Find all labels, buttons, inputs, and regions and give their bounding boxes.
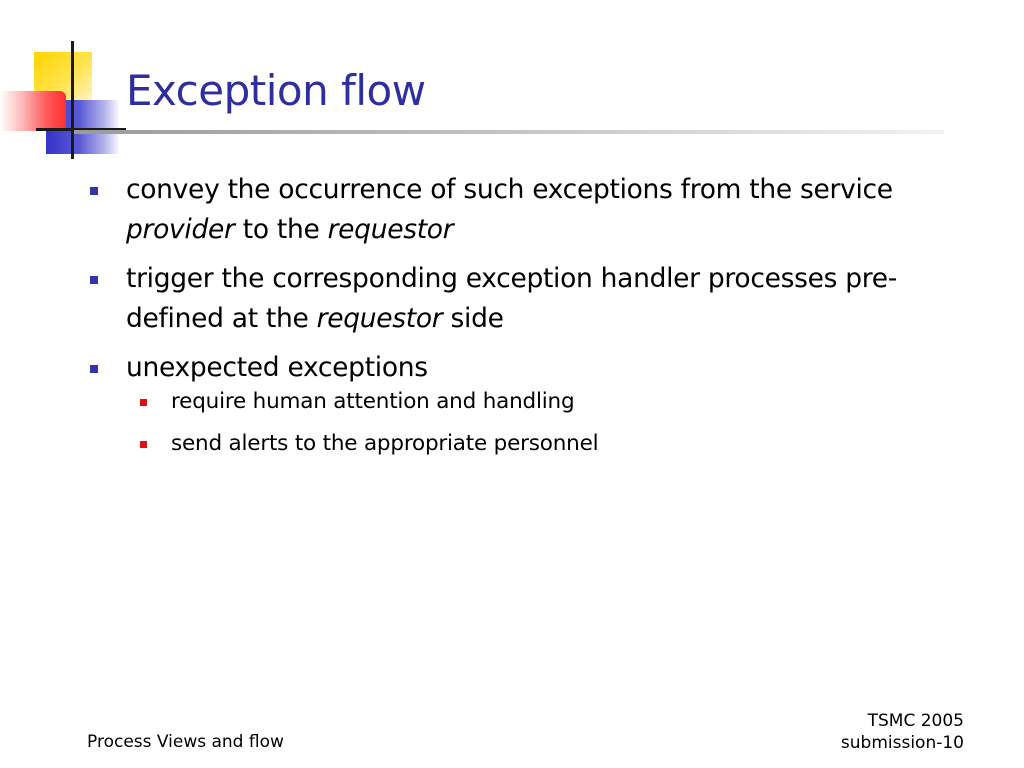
sub-bullet-square-icon <box>140 441 147 448</box>
sub-bullet-item <box>84 427 984 461</box>
bullet-item <box>84 170 984 250</box>
footer-right-line: submission-10 <box>840 733 964 753</box>
footer-right-text <box>841 710 964 754</box>
sub-bullet-square-icon <box>140 399 147 406</box>
bullet-text: to the <box>234 214 328 245</box>
bullet-item <box>84 259 984 339</box>
bullet-square-icon <box>90 276 98 284</box>
bullet-text: trigger the corresponding exception handler processes pre-defined at the <box>126 263 898 334</box>
bullet-item <box>84 348 984 388</box>
sub-bullet-text: require human attention and handling <box>171 389 575 414</box>
bullet-text: unexpected exceptions <box>126 352 428 383</box>
footer-left-text: Process Views and flow <box>87 732 284 752</box>
slide-logo-decoration <box>0 0 130 170</box>
bullet-text: convey the occurrence of such exceptions from the service <box>126 174 893 205</box>
bullet-square-icon <box>90 187 98 195</box>
bullet-square-icon <box>90 365 98 373</box>
bullet-text-emphasis: provider <box>126 214 235 245</box>
slide-title: Exception flow <box>126 66 426 115</box>
bullet-text-emphasis: requestor <box>316 303 443 334</box>
title-underline <box>74 130 944 134</box>
bullet-text-emphasis: requestor <box>327 214 454 245</box>
sub-bullet-text: send alerts to the appropriate personnel <box>171 431 599 456</box>
logo-red-bar <box>0 91 66 131</box>
sub-bullet-item <box>84 385 984 419</box>
bullet-list <box>84 170 984 469</box>
footer-right-line: TSMC 2005 <box>867 711 964 731</box>
bullet-text: side <box>442 303 504 334</box>
logo-vertical-line <box>71 41 74 159</box>
